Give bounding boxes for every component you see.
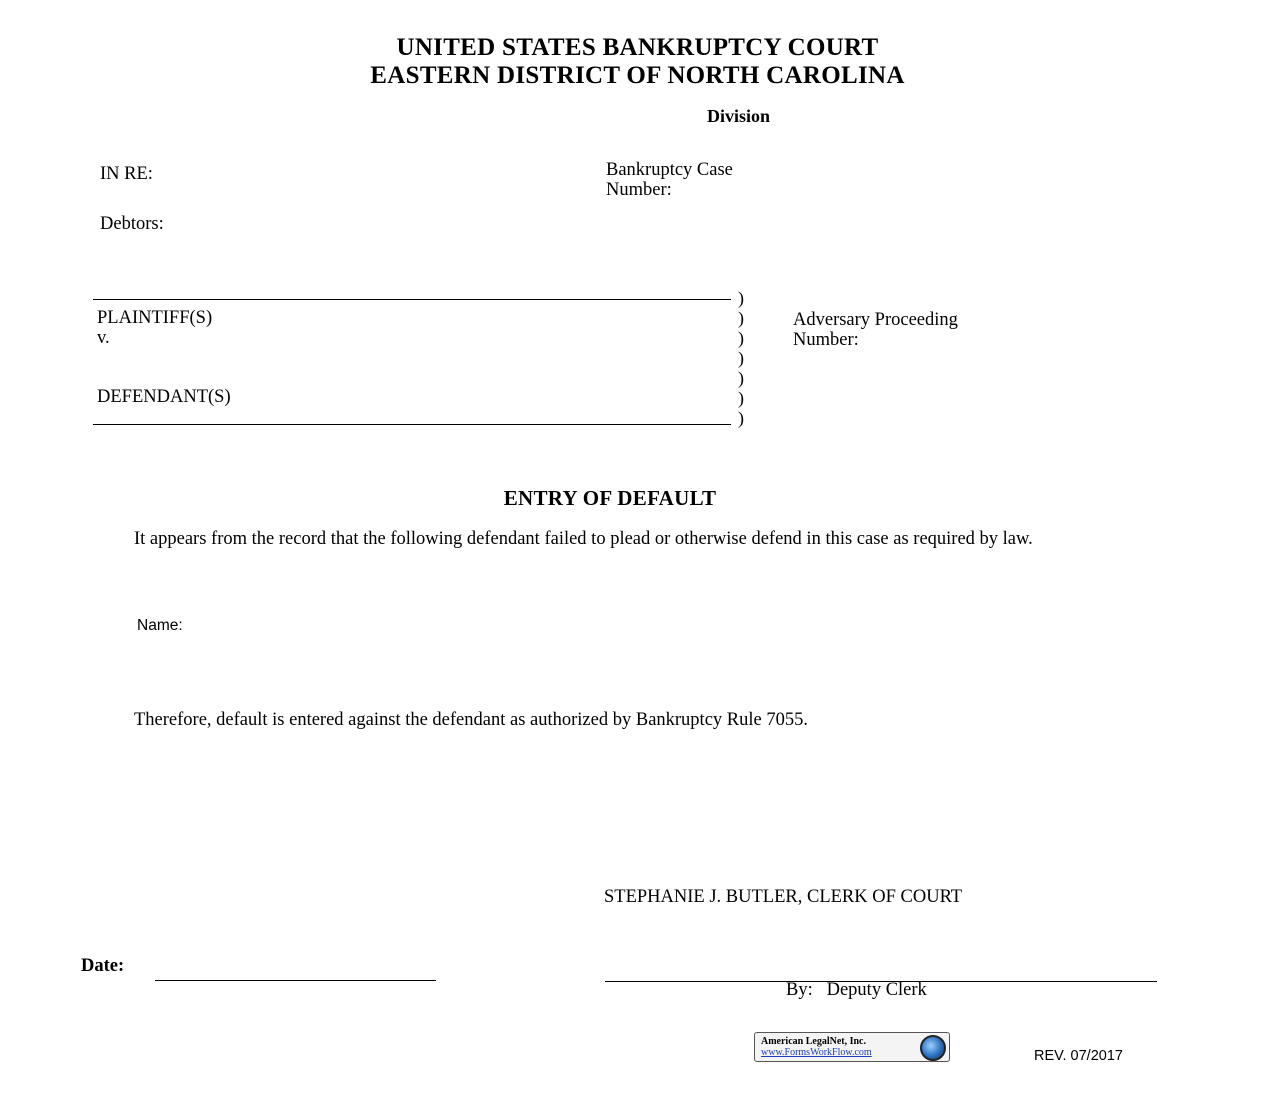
adversary-proceeding-number-label xyxy=(793,310,958,350)
logo-company-name: American LegalNet, Inc. xyxy=(761,1036,866,1047)
bankruptcy-case-label-line1: Bankruptcy Case xyxy=(606,160,733,180)
paren: ) xyxy=(738,308,744,328)
logo-url-link[interactable]: www.FormsWorkFlow.com xyxy=(761,1047,872,1058)
date-label: Date: xyxy=(81,956,125,976)
adversary-label-line1: Adversary Proceeding xyxy=(793,310,958,330)
default-entered-statement: Therefore, default is entered against the defendant as authorized by Bankruptcy Rule 7055. xyxy=(134,710,808,730)
revision-label: REV. 07/2017 xyxy=(1034,1048,1123,1064)
paren: ) xyxy=(738,328,744,348)
versus-label: v. xyxy=(97,328,110,348)
court-title xyxy=(0,34,1275,90)
bankruptcy-case-number-label xyxy=(606,160,733,200)
court-name: UNITED STATES BANKRUPTCY COURT xyxy=(396,34,879,61)
caption-parentheses xyxy=(738,288,744,428)
date-signature-line[interactable] xyxy=(155,980,436,981)
division-label: Division xyxy=(707,106,771,126)
caption-top-rule xyxy=(93,299,731,300)
caption-bottom-rule xyxy=(93,424,731,425)
clerk-of-court-name: STEPHANIE J. BUTLER, CLERK OF COURT xyxy=(604,887,963,907)
defendants-label: DEFENDANT(S) xyxy=(97,387,231,407)
in-re-label: IN RE: xyxy=(100,164,153,184)
bankruptcy-case-label-line2: Number: xyxy=(606,180,672,200)
paren: ) xyxy=(738,348,744,368)
globe-icon xyxy=(920,1035,946,1061)
paren: ) xyxy=(738,408,744,428)
paren: ) xyxy=(738,368,744,388)
default-statement: It appears from the record that the following defendant failed to plead or otherwise defend in this case as required by law. xyxy=(134,529,1033,549)
american-legalnet-logo[interactable] xyxy=(754,1032,950,1062)
plaintiffs-label: PLAINTIFF(S) xyxy=(97,308,213,328)
paren: ) xyxy=(738,288,744,308)
adversary-label-line2: Number: xyxy=(793,330,859,350)
court-district: EASTERN DISTRICT OF NORTH CAROLINA xyxy=(370,62,905,89)
debtors-label: Debtors: xyxy=(100,214,164,234)
name-label: Name: xyxy=(137,617,183,634)
deputy-clerk-label: By: Deputy Clerk xyxy=(786,980,927,1000)
document-title: ENTRY OF DEFAULT xyxy=(503,486,717,510)
paren: ) xyxy=(738,388,744,408)
